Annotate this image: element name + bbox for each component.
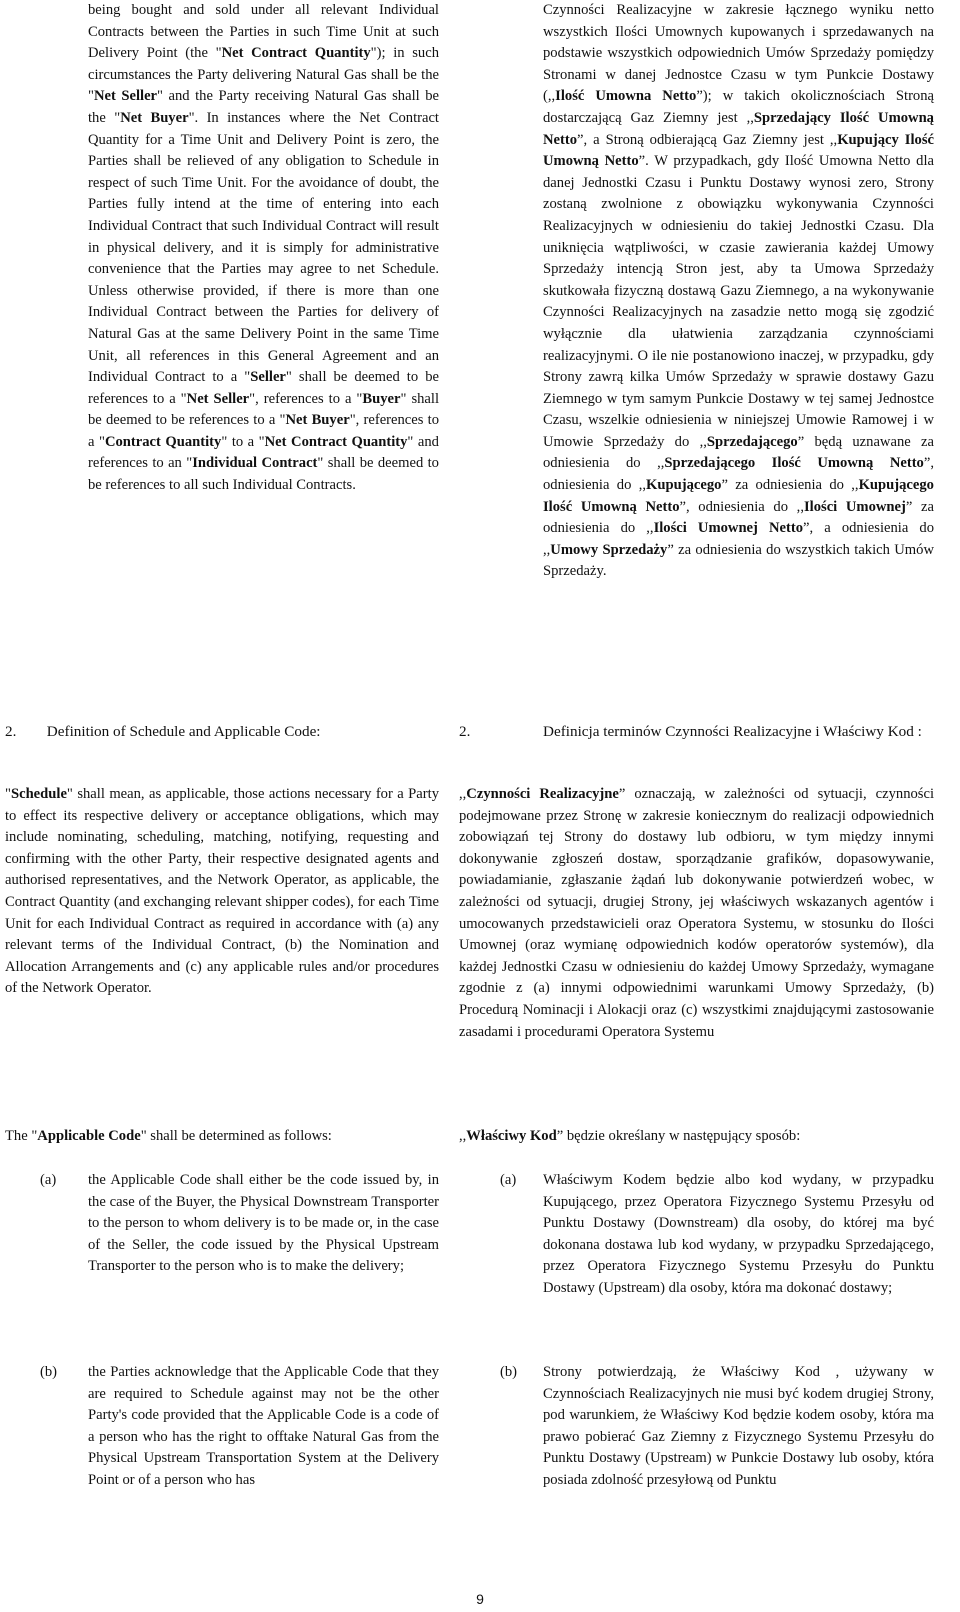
text-run: ", references to a " (88, 412, 440, 450)
bold-term: Schedule (10, 786, 67, 802)
bold-term: Individual Contract (192, 455, 318, 472)
bold-term: Net Buyer (120, 109, 189, 126)
bold-term: Sprzedającego (706, 433, 798, 450)
bold-term: Właściwy Kod (466, 1128, 557, 1144)
page-number: 9 (476, 1591, 484, 1607)
text-run: " shall be deemed to be references to a " (88, 369, 439, 407)
pl-section-number: 2. (459, 723, 471, 740)
text-run: ”, a Stroną odbierającą Gaz Ziemny jest ,, (577, 131, 838, 148)
bold-term: Ilości Umownej (803, 498, 906, 515)
pl-continuation-paragraph (543, 0, 934, 583)
text-run: " (5, 786, 11, 802)
text-run: being bought and sold under all relevant Individual Contracts between the Parties in such Time Unit at such Delivery Point (the " (88, 2, 439, 62)
text-run: ”, a odniesienia do ,, (543, 520, 934, 558)
text-run: ” będą uznawane za odniesienia do ,, (543, 433, 934, 472)
text-run: ”, odniesienia do ,, (543, 455, 934, 494)
bold-term: Net Contract Quantity (221, 45, 371, 62)
text-run: " shall be determined as follows: (140, 1128, 332, 1144)
text-run: ”); w takich okolicznościach Stroną dostarczającą Gaz Ziemny jest ,, (543, 88, 934, 126)
text-run: "); in such circumstances the Party delivering Natural Gas shall be the " (88, 45, 439, 105)
text-run: The " (5, 1128, 38, 1144)
text-run: ". In instances where the Net Contract Quantity for a Time Unit and Delivery Point is zero, the Parties shall be relieved of any obligation to Schedule in respect of such Time Unit. For the avoidance of doubt, the Parties fully intend at the time of entering into each Individual Contract that such Individual Contract will result in physical delivery, and it is simply for administrative convenience that the Parties may agree to net Schedule. Unless otherwise provided, if there is more than one Individual Contract between the Parties for delivery of Natural Gas at the same Delivery Point in the same Time Unit, all references in this General Agreement and an Individual Contract to a " (88, 109, 439, 386)
bold-term: Kupującego Ilość Umowną Netto (543, 477, 934, 515)
bold-term: Net Seller (186, 390, 250, 407)
bold-term: Net Buyer (285, 412, 350, 429)
text-run: ” będzie określany w następujący sposób: (556, 1128, 801, 1144)
text-run: ”, odniesienia do ,, (679, 498, 804, 515)
en-applicable-code-intro (5, 1126, 439, 1148)
text-run: ,, (459, 1128, 467, 1144)
text-run: " shall be deemed to be references to all such Individual Contracts. (88, 455, 439, 494)
bold-term: Sprzedający Ilość Umowną Netto (543, 109, 934, 148)
text-run: ,, (459, 786, 467, 802)
bold-term: Czynności Realizacyjne (466, 786, 619, 802)
en-item-b-text: the Parties acknowledge that the Applicable Code that they are required to Schedule against may not be the other Party's code provided that the Applicable Code is a code of a person who has the right to offtake Natural Gas from the Physical Upstream Transportation System at the Delivery Point or of a person who has (88, 1364, 439, 1488)
en-item-a-label: (a) (40, 1172, 57, 1188)
text-run: " and the Party receiving Natural Gas shall be the " (88, 88, 439, 126)
pl-item-b-text: Strony potwierdzają, że Właściwy Kod , używany w Czynnościach Realizacyjnych nie musi być kodem drugiej Strony, pod warunkiem, że Właściwy Kod będzie kodem osoby, która ma prawo pobierać Gaz Ziemny z Fizycznego Systemu Przesyłu do Punktu Dostawy (Upstream) w Punkcie Dostawy lub osoby, która posiada zdolność przesyłową od Punktu (543, 1364, 934, 1488)
bold-term: Net Seller (93, 88, 158, 105)
bold-term: Umowy Sprzedaży (550, 541, 668, 558)
bold-term: Kupujący Ilość Umowną Netto (543, 131, 934, 170)
bold-term: Ilości Umownej Netto (653, 520, 804, 537)
text-run: ” oznaczają, w zależności od sytuacji, czynności podejmowane przez Stronę w zakresie koniecznym do realizacji odpowiednich zobowiązań tej Strony do dostawy lub odbioru, w tym między innymi dokonywanie zgłoszeń dostaw, sporządzanie grafików, dopasowywanie, powiadamianie, zgłaszanie żądań lub dokonywanie potwierdzeń wobec, w zależności od sytuacji, drugiej Strony, jej właściwych wskazanych agentów i umocowanych przedstawicieli oraz Operatora Systemu, w stosunku do Ilości Umownej (oraz wymianę odpowiednich kodów operatorów systemów), dla każdej Jednostki Czasu w odniesieniu do każdej Umowy Sprzedaży, wymagane zgodnie z (a) innymi odpowiednimi warunkami Umowy Sprzedaży, (b) Procedurą Nominacji i Alokacji oraz (c) wszystkimi znajdującymi zastosowanie zasadami i procedurami Operatora Systemu (459, 786, 934, 1040)
text-run: ” za odniesienia do ,, (543, 498, 934, 537)
bold-term: Contract Quantity (104, 433, 222, 450)
bold-term: Applicable Code (37, 1128, 141, 1144)
text-run: ”. W przypadkach, gdy Ilość Umowna Netto dla danej Jednostki Czasu i Punktu Dostawy wynosi zero, Strony zostaną zwolnione z obowiązku wykonywania Czynności Realizacyjnych w odniesieniu do takiej Jednostki Czasu. Dla uniknięcia wątpliwości, w czasie zawierania każdej Umowy Sprzedaży intencją Stron jest, aby ta Umowa Sprzedaży skutkowała fizyczną dostawą Gazu Ziemnego, a na wykonywanie Czynności Realizacyjnych na zasadzie netto mogą się zgodzić wyłącznie dla ułatwienia zarządzania czynnościami realizacyjnymi. O ile nie postanowiono inaczej, w przypadku, gdy Strony zawrą kilka Umów Sprzedaży w sprawie dostawy Gazu Ziemnego w tym samym Punkcie Dostawy w tej samej Jednostce Czasu, wszelkie odniesienia w niniejszej Umowie Ramowej i w Umowie Sprzedaży do ,, (543, 153, 934, 450)
pl-applicable-code-intro (459, 1126, 934, 1148)
pl-item-a-label: (a) (500, 1172, 517, 1188)
en-section-heading (5, 721, 445, 743)
bold-term: Seller (250, 369, 286, 386)
bold-term: Buyer (362, 390, 401, 407)
pl-schedule-definition (459, 784, 934, 1043)
text-run: ” za odniesienia do ,, (721, 477, 859, 494)
text-run: " shall be deemed to be references to a " (88, 390, 440, 429)
en-section-title: Definition of Schedule and Applicable Code: (46, 723, 321, 740)
text-run: " shall mean, as applicable, those actions necessary for a Party to effect its respective delivery or acceptance obligations, which may include nominating, scheduling, matching, notifying, requesting and confirming with the other Party, their respective designated agents and authorised representatives, and the Network Operator, as applicable, the Contract Quantity (and exchanging relevant shipper codes), for each Time Unit for each Individual Contract as required in accordance with (a) any relevant terms of the Individual Contract, (b) the Nomination and Allocation Arrangements and (c) any applicable rules and/or procedures of the Network Operator. (5, 786, 439, 997)
text-run: ", references to a " (249, 390, 363, 407)
en-continuation-paragraph (88, 0, 439, 497)
bold-term: Sprzedającego Ilość Umowną Netto (664, 455, 924, 472)
en-item-b-label: (b) (40, 1364, 58, 1380)
bold-term: Ilość Umowna Netto (555, 88, 697, 105)
en-item-a-text: the Applicable Code shall either be the code issued by, in the case of the Buyer, the Physical Downstream Transporter to the person to whom delivery is to be made or, in the case of the Seller, the code issued by the Physical Upstream Transporter to the person who is to make the delivery; (88, 1172, 439, 1275)
pl-item-a-text: Właściwym Kodem będzie albo kod wydany, w przypadku Kupującego, przez Operatora Fizycznego Systemu Przesyłu od Punktu Dostawy (Downstream) dla osoby, do której ma być dokonana dostawa lub kod wydany, w przypadku Sprzedającego, przez Operatora Fizycznego Systemu Przesyłu do Punktu Dostawy (Upstream) dla osoby, która ma dokonać dostawy; (543, 1172, 934, 1296)
text-run: " and references to an " (88, 433, 439, 472)
pl-section-title: Definicja terminów Czynności Realizacyjne i Właściwy Kod : (543, 723, 922, 740)
bold-term: Kupującego (646, 477, 722, 494)
en-section-number: 2. (5, 723, 17, 740)
en-schedule-definition (5, 784, 439, 1000)
text-run: " to a " (221, 433, 265, 450)
bold-term: Net Contract Quantity (264, 433, 408, 450)
text-run: Czynności Realizacyjne w zakresie łącznego wyniku netto wszystkich Ilości Umownych kupowanych i sprzedawanych na podstawie wszystkich odpowiednich Umów Sprzedaży pomiędzy Stronami w danej Jednostce Czasu w tym Punkcie Dostawy (,, (543, 2, 934, 105)
text-run: ” za odniesienia do wszystkich takich Umów Sprzedaży. (543, 541, 934, 580)
pl-item-b-label: (b) (500, 1364, 518, 1380)
